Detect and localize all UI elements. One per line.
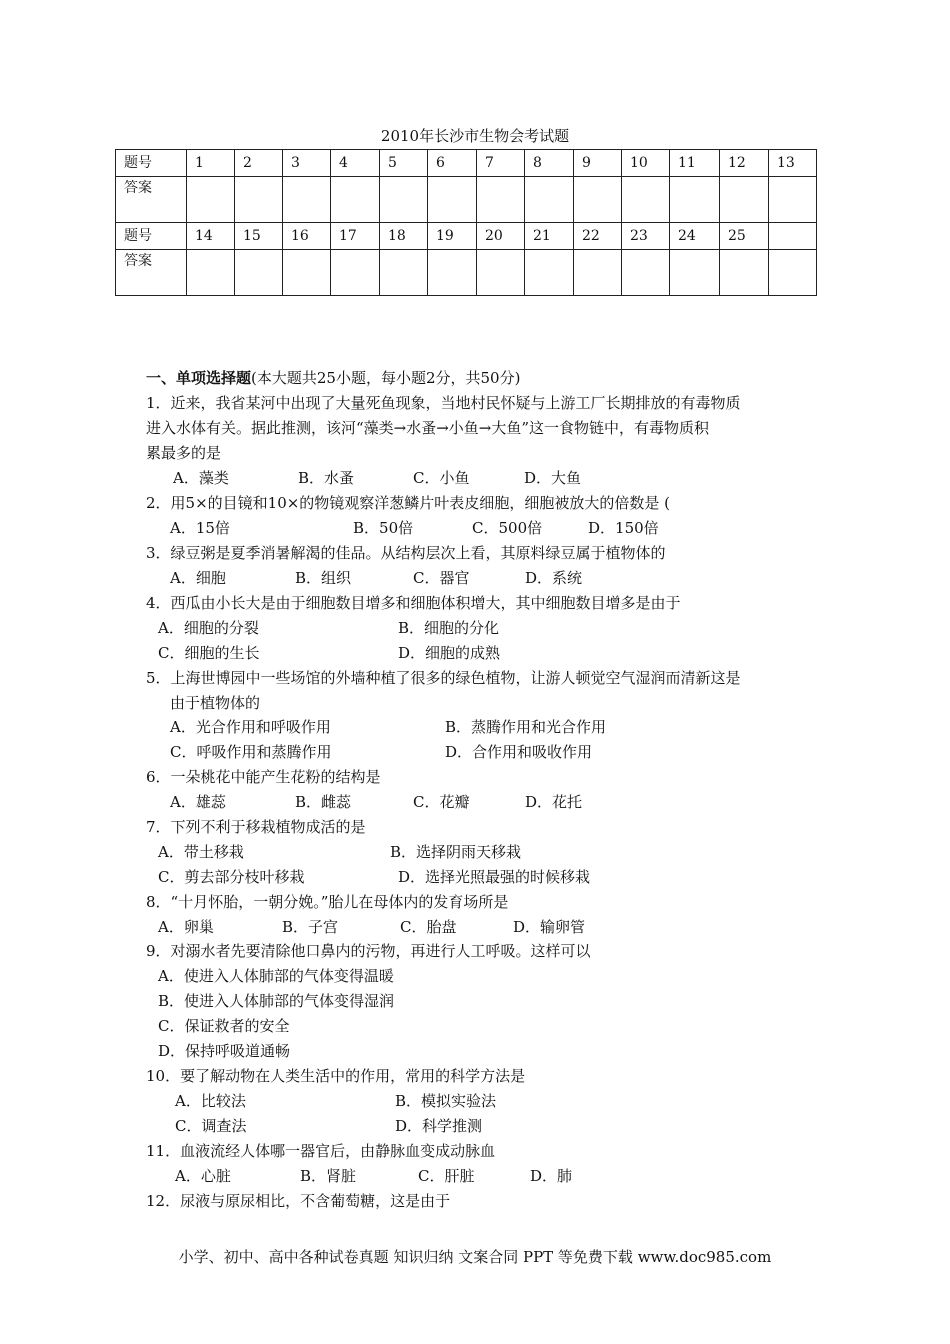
table-cell	[769, 223, 817, 250]
q11-option-c: C．肝脏	[418, 1167, 475, 1185]
q8-option-c: C．胎盘	[400, 918, 457, 936]
question-3-line-1: 3．绿豆粥是夏季消暑解渴的佳品。从结构层次上看，其原料绿豆属于植物体的	[146, 544, 666, 562]
q8-option-d: D．输卵管	[513, 918, 586, 936]
table-cell: 22	[574, 223, 622, 250]
q3-option-c: C．器官	[413, 569, 470, 587]
q11-option-d: D．肺	[530, 1167, 573, 1185]
q11-option-a: A．心脏	[175, 1167, 231, 1185]
table-cell: 15	[235, 223, 283, 250]
question-1-line-2: 进入水体有关。据此推测，该河“藻类→水蚤→小鱼→大鱼”这一食物链中，有毒物质积	[146, 419, 710, 437]
answer-cell[interactable]	[477, 250, 525, 296]
answer-cell[interactable]	[283, 177, 331, 223]
q1-option-a: A．藻类	[173, 469, 229, 487]
q6-option-b: B．雌蕊	[295, 793, 352, 811]
table-cell: 25	[720, 223, 769, 250]
answer-cell[interactable]	[331, 250, 380, 296]
table-cell: 6	[428, 150, 477, 177]
table-cell: 14	[187, 223, 235, 250]
table-cell: 10	[622, 150, 670, 177]
answer-table	[115, 149, 817, 296]
q1-option-d: D．大鱼	[524, 469, 582, 487]
table-cell: 16	[283, 223, 331, 250]
q4-option-a: A．细胞的分裂	[158, 619, 259, 637]
section-heading-rest: (本大题共25小题，每小题2分，共50分)	[251, 369, 521, 387]
answer-cell[interactable]	[331, 177, 380, 223]
table-cell: 4	[331, 150, 380, 177]
question-5-line-1: 5．上海世博园中一些场馆的外墙种植了很多的绿色植物，让游人顿觉空气湿润而清新这是	[146, 669, 741, 687]
answer-cell[interactable]	[283, 250, 331, 296]
q9-option-c: C．保证救者的安全	[158, 1017, 290, 1035]
answer-cell[interactable]	[769, 177, 817, 223]
table-cell: 17	[331, 223, 380, 250]
question-7-line-1: 7．下列不利于移栽植物成活的是	[146, 818, 366, 836]
answer-cell[interactable]	[622, 177, 670, 223]
q6-option-d: D．花托	[525, 793, 583, 811]
q9-option-d: D．保持呼吸道通畅	[158, 1042, 291, 1060]
question-9-line-1: 9．对溺水者先要清除他口鼻内的污物，再进行人工呼吸。这样可以	[146, 942, 591, 960]
table-cell: 19	[428, 223, 477, 250]
q10-option-d: D．科学推测	[395, 1117, 483, 1135]
answer-cell[interactable]	[525, 250, 574, 296]
answer-cell[interactable]	[380, 177, 428, 223]
table-row	[116, 177, 817, 223]
q7-option-b: B．选择阴雨天移栽	[390, 843, 522, 861]
answer-cell[interactable]	[187, 177, 235, 223]
q10-option-c: C．调查法	[175, 1117, 247, 1135]
section-heading-bold: 一、单项选择题	[146, 369, 252, 387]
table-cell: 题号	[116, 150, 187, 177]
answer-cell[interactable]	[428, 250, 477, 296]
question-4-line-1: 4．西瓜由小长大是由于细胞数目增多和细胞体积增大，其中细胞数目增多是由于	[146, 594, 681, 612]
q3-option-d: D．系统	[525, 569, 583, 587]
q5-option-c: C．呼吸作用和蒸腾作用	[170, 743, 332, 761]
q4-option-b: B．细胞的分化	[398, 619, 500, 637]
q6-option-c: C．花瓣	[413, 793, 470, 811]
table-row	[116, 150, 817, 177]
answer-cell[interactable]	[235, 177, 283, 223]
question-2-line-1: 2．用5×的目镜和10×的物镜观察洋葱鳞片叶表皮细胞，细胞被放大的倍数是 (	[146, 494, 670, 512]
section-heading	[146, 366, 520, 391]
page-footer: 小学、初中、高中各种试卷真题 知识归纳 文案合同 PPT 等免费下载 www.doc985.com	[178, 1248, 772, 1266]
answer-cell[interactable]	[574, 177, 622, 223]
q7-option-c: C．剪去部分枝叶移栽	[158, 868, 305, 886]
table-cell: 18	[380, 223, 428, 250]
table-cell: 5	[380, 150, 428, 177]
question-5-line-2: 由于植物体的	[170, 694, 261, 712]
answer-cell[interactable]	[187, 250, 235, 296]
q5-option-a: A．光合作用和呼吸作用	[170, 718, 331, 736]
q2-option-a: A．15倍	[170, 519, 230, 537]
table-cell: 1	[187, 150, 235, 177]
table-cell: 11	[670, 150, 720, 177]
table-cell: 答案	[116, 250, 187, 296]
q1-option-b: B．水蚤	[298, 469, 355, 487]
table-cell: 答案	[116, 177, 187, 223]
question-1-line-1: 1．近来，我省某河中出现了大量死鱼现象，当地村民怀疑与上游工厂长期排放的有毒物质	[146, 394, 741, 412]
table-cell: 9	[574, 150, 622, 177]
q7-option-a: A．带土移栽	[158, 843, 244, 861]
q4-option-d: D．细胞的成熟	[398, 644, 501, 662]
table-cell: 3	[283, 150, 331, 177]
answer-cell[interactable]	[477, 177, 525, 223]
q2-option-b: B．50倍	[353, 519, 414, 537]
q6-option-a: A．雄蕊	[170, 793, 226, 811]
answer-cell[interactable]	[670, 177, 720, 223]
answer-cell[interactable]	[670, 250, 720, 296]
q3-option-b: B．组织	[295, 569, 352, 587]
q3-option-a: A．细胞	[170, 569, 226, 587]
table-cell: 21	[525, 223, 574, 250]
q5-option-d: D．合作用和吸收作用	[445, 743, 593, 761]
answer-cell[interactable]	[769, 250, 817, 296]
table-cell: 12	[720, 150, 769, 177]
answer-cell[interactable]	[622, 250, 670, 296]
table-cell: 8	[525, 150, 574, 177]
answer-cell[interactable]	[525, 177, 574, 223]
q8-option-b: B．子宫	[282, 918, 339, 936]
answer-cell[interactable]	[720, 250, 769, 296]
q1-option-c: C．小鱼	[413, 469, 470, 487]
table-row	[116, 250, 817, 296]
table-row	[116, 223, 817, 250]
q2-option-c: C．500倍	[472, 519, 543, 537]
question-11-line-1: 11．血液流经人体哪一器官后，由静脉血变成动脉血	[146, 1142, 496, 1160]
q10-option-b: B．模拟实验法	[395, 1092, 497, 1110]
question-8-line-1: 8．“十月怀胎，一朝分娩。”胎儿在母体内的发育场所是	[146, 893, 509, 911]
answer-cell[interactable]	[380, 250, 428, 296]
q9-option-a: A．使进入人体肺部的气体变得温暖	[158, 967, 394, 985]
table-cell: 13	[769, 150, 817, 177]
question-1-line-3: 累最多的是	[146, 444, 222, 462]
q2-option-d: D．150倍	[588, 519, 659, 537]
q8-option-a: A．卵巢	[158, 918, 214, 936]
question-10-line-1: 10．要了解动物在人类生活中的作用，常用的科学方法是	[146, 1067, 526, 1085]
q11-option-b: B．肾脏	[300, 1167, 357, 1185]
q9-option-b: B．使进入人体肺部的气体变得湿润	[158, 992, 395, 1010]
table-cell: 2	[235, 150, 283, 177]
q5-option-b: B．蒸腾作用和光合作用	[445, 718, 607, 736]
q7-option-d: D．选择光照最强的时候移栽	[398, 868, 591, 886]
question-12-line-1: 12．尿液与原尿相比，不含葡萄糖，这是由于	[146, 1192, 451, 1210]
table-cell: 24	[670, 223, 720, 250]
q4-option-c: C．细胞的生长	[158, 644, 260, 662]
q10-option-a: A．比较法	[175, 1092, 246, 1110]
answer-cell[interactable]	[235, 250, 283, 296]
answer-cell[interactable]	[720, 177, 769, 223]
table-cell: 7	[477, 150, 525, 177]
answer-cell[interactable]	[574, 250, 622, 296]
page-title: 2010年长沙市生物会考试题	[380, 127, 570, 145]
table-cell: 20	[477, 223, 525, 250]
question-6-line-1: 6．一朵桃花中能产生花粉的结构是	[146, 768, 381, 786]
table-cell: 23	[622, 223, 670, 250]
answer-cell[interactable]	[428, 177, 477, 223]
table-cell: 题号	[116, 223, 187, 250]
